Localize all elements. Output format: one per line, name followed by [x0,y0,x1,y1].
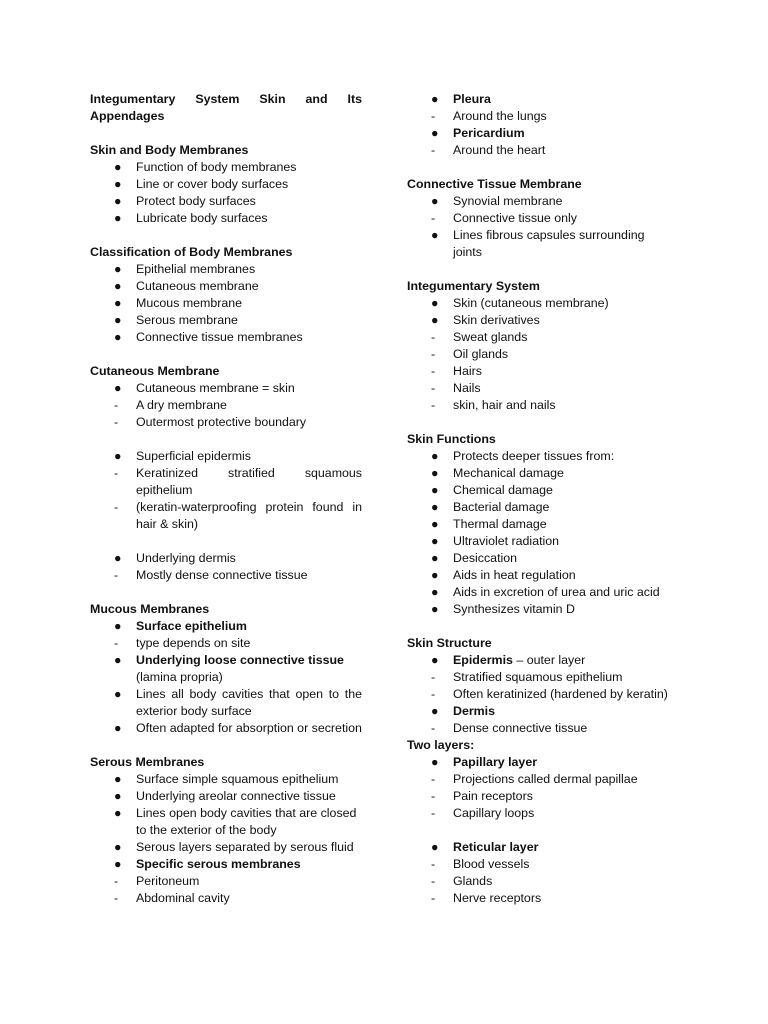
section-integumentary-system [407,278,675,414]
bullet-item [90,261,362,278]
section-heading: Cutaneous Membrane [90,364,220,378]
bullet-marker: ● [431,466,439,480]
section-right_column-group-6 [407,839,675,907]
bullet-item [407,839,675,856]
bullet-marker: ● [431,568,439,582]
dash-item [407,890,675,907]
bullet-marker: ● [114,806,122,820]
bullet-item [407,516,675,533]
item-text: Bacterial damage [453,500,550,514]
item-text: Abdominal cavity [136,891,230,905]
item-text: Sweat glands [453,330,528,344]
item-text: Dense connective tissue [453,721,588,735]
item-text: Serous layers separated by serous fluid [136,840,354,854]
item-text: Lines open body cavities that are closed to the exterior of the body [136,806,357,837]
bullet-item [407,567,675,584]
dash-item [90,397,362,414]
item-text: Surface simple squamous epithelium [136,772,339,786]
bullet-marker: ● [114,857,122,871]
dash-marker: - [431,670,436,684]
dash-marker: - [431,364,436,378]
dash-item [407,397,675,414]
bullet-item [407,125,675,142]
bullet-marker: ● [431,92,439,106]
bullet-item [407,652,675,669]
item-text: Around the heart [453,143,546,157]
bullet-marker: ● [431,296,439,310]
bullet-item [90,788,362,805]
bullet-marker: ● [431,228,439,242]
bullet-item [407,550,675,567]
item-text: Specific serous membranes [136,857,301,871]
item-text: Keratinized stratified squamous epithelium [136,466,362,497]
dash-marker: - [431,857,436,871]
bullet-marker: ● [431,704,439,718]
dash-marker: - [431,789,436,803]
item-text: Skin (cutaneous membrane) [453,296,609,310]
bullet-item [407,754,675,771]
item-text: Connective tissue only [453,211,577,225]
item-text: Nails [453,381,481,395]
dash-item [90,873,362,890]
item-text: Surface epithelium [136,619,247,633]
item-text: Skin derivatives [453,313,540,327]
bullet-marker: ● [431,585,439,599]
item-text: Synthesizes vitamin D [453,602,575,616]
item-text: Protects deeper tissues from: [453,449,615,463]
item-text: Lines fibrous capsules surrounding joints [453,228,645,259]
dash-item [407,686,675,703]
dash-marker: - [431,398,436,412]
dash-item [407,669,675,686]
bullet-item [407,533,675,550]
item-text: Peritoneum [136,874,200,888]
item-text: type depends on site [136,636,251,650]
item-text: Dermis [453,704,496,718]
item-text: Papillary layer [453,755,538,769]
bullet-item [90,380,362,397]
dash-marker: - [431,721,436,735]
section-heading: Skin and Body Membranes [90,143,249,157]
dash-item [407,856,675,873]
item-text: Nerve receptors [453,891,542,905]
dash-marker: - [114,874,119,888]
bullet-item [90,176,362,193]
bullet-item [90,652,362,686]
bullet-item [90,686,362,720]
dash-marker: - [431,143,436,157]
bullet-item [90,839,362,856]
bullet-marker: ● [431,483,439,497]
section-left_column-group-4 [90,448,362,533]
item-text: Mucous membrane [136,296,243,310]
section-heading: Skin Functions [407,432,496,446]
item-text: Underlying dermis [136,551,236,565]
item-text: Epidermis [453,653,513,667]
bullet-item [90,771,362,788]
dash-item [90,499,362,533]
section-heading: Mucous Membranes [90,602,210,616]
item-text: Superficial epidermis [136,449,252,463]
bullet-marker: ● [114,840,122,854]
bullet-item [407,465,675,482]
bullet-marker: ● [431,517,439,531]
bullet-item [407,448,675,465]
bullet-item [90,312,362,329]
item-text: Glands [453,874,493,888]
item-text: A dry membrane [136,398,227,412]
item-text: Around the lungs [453,109,547,123]
bullet-marker: ● [431,449,439,463]
bullet-marker: ● [114,721,122,735]
item-text: Thermal damage [453,517,547,531]
item-text: Protect body surfaces [136,194,256,208]
bullet-item [407,312,675,329]
dash-marker: - [431,806,436,820]
dash-marker: - [114,415,119,429]
item-continuation: (lamina propria) [136,670,223,684]
dash-marker: - [114,398,119,412]
item-text: Cutaneous membrane = skin [136,381,295,395]
bullet-marker: ● [114,194,122,208]
dash-item [407,210,675,227]
bullet-marker: ● [114,551,122,565]
bullet-item [407,584,675,601]
dash-item [407,329,675,346]
section-right_column-group-0 [407,91,675,159]
bullet-item [90,278,362,295]
section-classification-of-body-membranes [90,244,362,346]
bullet-item [407,295,675,312]
section-skin-structure [407,635,675,737]
right-column [407,91,675,924]
document-title: Integumentary System Skin and Its Appendages [90,92,362,123]
section-cutaneous-membrane [90,363,362,431]
section-heading: Integumentary System [407,279,540,293]
dash-item [407,363,675,380]
bullet-item [407,601,675,618]
bullet-marker: ● [114,789,122,803]
item-text: Chemical damage [453,483,553,497]
dash-marker: - [114,466,119,480]
item-text: Outermost protective boundary [136,415,307,429]
section-mucous-membranes [90,601,362,737]
item-text: Aids in excretion of urea and uric acid [453,585,660,599]
section-heading: Two layers: [407,738,475,752]
bullet-item [407,703,675,720]
section-left_column-group-5 [90,550,362,584]
dash-marker: - [114,636,119,650]
dash-marker: - [431,874,436,888]
bullet-marker: ● [431,194,439,208]
bullet-item [90,720,362,737]
section-heading: Serous Membranes [90,755,205,769]
section-connective-tissue-membrane [407,176,675,261]
item-text: Oil glands [453,347,509,361]
bullet-marker: ● [431,840,439,854]
bullet-marker: ● [431,534,439,548]
item-text: Pleura [453,92,491,106]
dash-item [407,380,675,397]
bullet-marker: ● [431,551,439,565]
bullet-marker: ● [114,619,122,633]
dash-marker: - [114,891,119,905]
item-text: Mostly dense connective tissue [136,568,308,582]
dash-marker: - [431,211,436,225]
bullet-marker: ● [114,177,122,191]
dash-item [90,890,362,907]
bullet-item [90,618,362,635]
section-integumentary-system-skin-and-its-appendages [90,91,362,125]
section-heading: Skin Structure [407,636,492,650]
item-text: Synovial membrane [453,194,563,208]
item-text: Capillary loops [453,806,535,820]
bullet-marker: ● [431,755,439,769]
section-heading: Connective Tissue Membrane [407,177,582,191]
dash-item [407,720,675,737]
item-text: Mechanical damage [453,466,564,480]
dash-marker: - [114,500,119,514]
bullet-marker: ● [431,313,439,327]
bullet-marker: ● [114,211,122,225]
left-column [90,91,362,924]
dash-item [407,788,675,805]
dash-item [407,346,675,363]
dash-item [90,465,362,499]
item-suffix: – outer layer [512,653,586,667]
bullet-item [90,329,362,346]
item-text: Line or cover body surfaces [136,177,289,191]
dash-item [407,108,675,125]
section-skin-functions [407,431,675,618]
item-text: Serous membrane [136,313,238,327]
bullet-item [407,499,675,516]
item-text: Blood vessels [453,857,530,871]
bullet-item [407,193,675,210]
item-text: Lubricate body surfaces [136,211,268,225]
bullet-item [90,805,362,839]
bullet-marker: ● [431,126,439,140]
bullet-marker: ● [114,381,122,395]
bullet-marker: ● [114,262,122,276]
dash-item [90,635,362,652]
dash-marker: - [431,330,436,344]
item-text: Underlying loose connective tissue [136,653,344,667]
item-text: Reticular layer [453,840,539,854]
item-text: Often keratinized (hardened by keratin) [453,687,668,701]
section-serous-membranes [90,754,362,907]
bullet-item [90,193,362,210]
dash-marker: - [431,687,436,701]
bullet-item [90,550,362,567]
item-text: Stratified squamous epithelium [453,670,623,684]
item-text: Epithelial membranes [136,262,256,276]
bullet-marker: ● [114,653,122,667]
dash-item [407,771,675,788]
bullet-marker: ● [114,330,122,344]
item-text: Projections called dermal papillae [453,772,638,786]
dash-marker: - [431,347,436,361]
section-heading: Classification of Body Membranes [90,245,293,259]
section-two-layers [407,737,675,822]
dash-item [90,567,362,584]
bullet-marker: ● [431,500,439,514]
bullet-item [407,91,675,108]
bullet-item [407,482,675,499]
item-text: skin, hair and nails [453,398,556,412]
dash-item [407,805,675,822]
bullet-item [90,159,362,176]
dash-marker: - [431,772,436,786]
bullet-item [90,448,362,465]
dash-marker: - [431,109,436,123]
dash-marker: - [114,568,119,582]
section-skin-and-body-membranes [90,142,362,227]
item-text: (keratin-waterproofing protein found in hair & skin) [136,500,362,531]
dash-marker: - [431,381,436,395]
bullet-item [90,210,362,227]
bullet-marker: ● [114,279,122,293]
item-text: Hairs [453,364,482,378]
bullet-marker: ● [114,313,122,327]
bullet-item [90,856,362,873]
bullet-marker: ● [114,772,122,786]
dash-marker: - [431,891,436,905]
item-text: Pericardium [453,126,525,140]
bullet-marker: ● [114,687,122,701]
dash-item [407,142,675,159]
item-text: Aids in heat regulation [453,568,576,582]
bullet-item [90,295,362,312]
item-text: Cutaneous membrane [136,279,259,293]
bullet-marker: ● [114,296,122,310]
bullet-marker: ● [431,653,439,667]
item-text: Desiccation [453,551,518,565]
bullet-marker: ● [114,160,122,174]
item-text: Often adapted for absorption or secretion [136,721,362,735]
dash-item [90,414,362,431]
dash-item [407,873,675,890]
bullet-marker: ● [431,602,439,616]
bullet-marker: ● [114,449,122,463]
item-text: Connective tissue membranes [136,330,303,344]
bullet-item [407,227,675,261]
item-text: Lines all body cavities that open to the exterior body surface [136,687,362,718]
item-text: Function of body membranes [136,160,297,174]
item-text: Pain receptors [453,789,533,803]
item-text: Ultraviolet radiation [453,534,560,548]
item-text: Underlying areolar connective tissue [136,789,336,803]
